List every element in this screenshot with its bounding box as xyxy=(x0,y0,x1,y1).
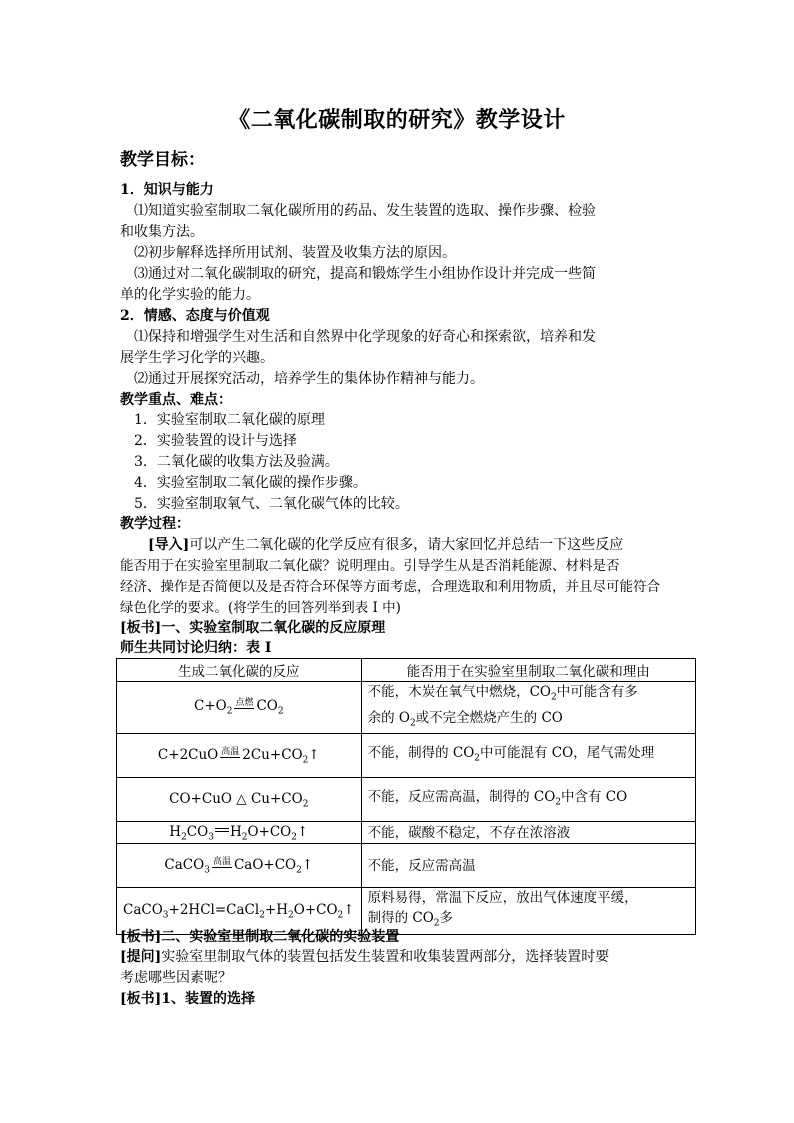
reason-cell: 不能，反应需高温 xyxy=(361,844,695,888)
reaction-cell: $C+O_2$点燃 $CO_2$ xyxy=(117,682,362,734)
heat-symbol: △ xyxy=(236,790,247,807)
intro-line-d: 绿色化学的要求。(将学生的回答列举到表 I 中) xyxy=(120,600,401,616)
board-heading-1: [板书]一、实验室制取二氧化碳的反应原理 xyxy=(120,620,386,636)
reason-cell: 不能，反应需高温，制得的 $CO_2$中含有 CO xyxy=(361,778,695,822)
reaction-cell: $H_2CO_3$ $H_2O+CO_2↑$ xyxy=(117,822,362,844)
reaction-cell: CaCO$_3$高温 $CaO+CO_2↑$ xyxy=(117,844,362,888)
question-tag: [提问] xyxy=(120,949,162,965)
double-equals xyxy=(215,828,229,832)
question-line-a xyxy=(120,947,609,967)
sec1-p1a: ⑴知道实验室制取二氧化碳所用的药品、发生装置的选取、操作步骤、检验 xyxy=(134,203,596,219)
table-header-left: 生成二氧化碳的反应 xyxy=(117,659,362,682)
reason-cell: 不能，制得的 $CO_2$中可能混有 CO，尾气需处理 xyxy=(361,734,695,778)
table-row xyxy=(117,778,696,822)
key-point-item: 1．实验室制取二氧化碳的原理 xyxy=(134,412,325,428)
board-heading-3: [板书]1、装置的选择 xyxy=(120,991,255,1007)
document-title: 《二氧化碳制取的研究》教学设计 xyxy=(228,107,566,133)
table-header-row xyxy=(117,659,696,682)
process-heading: 教学过程： xyxy=(120,516,190,532)
reaction-cell: C+2CuO 高温 $2Cu+CO_2↑$ xyxy=(117,734,362,778)
sec2-p1b: 展学生学习化学的兴趣。 xyxy=(120,350,274,366)
reaction-cell: CO+CuO △ $Cu+CO_2$ xyxy=(117,778,362,822)
intro-text-a: 可以产生二氧化碳的化学反应有很多，请大家回忆并总结一下这些反应 xyxy=(189,537,624,553)
sec1-p1b: 和收集方法。 xyxy=(120,224,204,240)
intro-line-b: 能否用于在实验室里制取二氧化碳？说明理由。引导学生从是否消耗能源、材料是否 xyxy=(120,558,620,574)
question-text-a: 实验室里制取气体的装置包括发生装置和收集装置两部分，选择装置时要 xyxy=(161,949,610,965)
sec1-p3b: 单的化学实验的能力。 xyxy=(120,287,260,303)
table-header-right: 能否用于在实验室里制取二氧化碳和理由 xyxy=(361,659,695,682)
key-points-heading: 教学重点、难点： xyxy=(120,392,232,408)
key-point-item: 2．实验装置的设计与选择 xyxy=(134,433,297,449)
question-line-b: 考虑哪些因素呢？ xyxy=(120,970,232,986)
sec1-p3a: ⑶通过对二氧化碳制取的研究，提高和锻炼学生小组协作设计并完成一些简 xyxy=(134,266,596,282)
board-heading-2: [板书]二、实验室里制取二氧化碳的实验装置 xyxy=(120,929,400,945)
reason-cell: 不能，碳酸不稳定，不存在浓溶液 xyxy=(361,822,695,844)
table-row xyxy=(117,682,696,734)
reason-cell: 不能，木炭在氧气中燃烧，$CO_2$中可能含有多 余的 $O_2$或不完全燃烧产生的 CO xyxy=(361,682,695,734)
sec2-p2: ⑵通过开展探究活动，培养学生的集体协作精神与能力。 xyxy=(134,371,484,387)
reaction-cell: $CaCO_3+2HCl=CaCl_2+H_2O+CO_2↑$ xyxy=(117,888,362,935)
table-row xyxy=(117,734,696,778)
key-point-item: 3．二氧化碳的收集方法及验满。 xyxy=(134,454,339,470)
sec1-heading: 1．知识与能力 xyxy=(120,182,214,198)
reactions-table xyxy=(116,658,696,935)
sec2-heading: 2．情感、态度与价值观 xyxy=(120,308,270,324)
sec2-p1a: ⑴保持和增强学生对生活和自然界中化学现象的好奇心和探索欲，培养和发 xyxy=(134,329,596,345)
summary-heading: 师生共同讨论归纳：表 I xyxy=(120,640,272,656)
key-point-item: 5．实验室制取氧气、二氧化碳气体的比较。 xyxy=(134,496,409,512)
table-row xyxy=(117,844,696,888)
intro-line-c: 经济、操作是否简便以及是否符合环保等方面考虑，合理选取和利用物质，并且尽可能符合 xyxy=(120,579,660,595)
reason-cell: 原料易得，常温下反应，放出气体速度平缓， 制得的 $CO_2$多 xyxy=(361,888,695,935)
objectives-heading: 教学目标： xyxy=(120,150,205,170)
intro-line-a xyxy=(148,535,623,555)
intro-tag: [导入] xyxy=(148,537,190,553)
sec1-p2: ⑵初步解释选择所用试剂、装置及收集方法的原因。 xyxy=(134,245,456,261)
table-row xyxy=(117,822,696,844)
key-point-item: 4．实验室制取二氧化碳的操作步骤。 xyxy=(134,475,367,491)
